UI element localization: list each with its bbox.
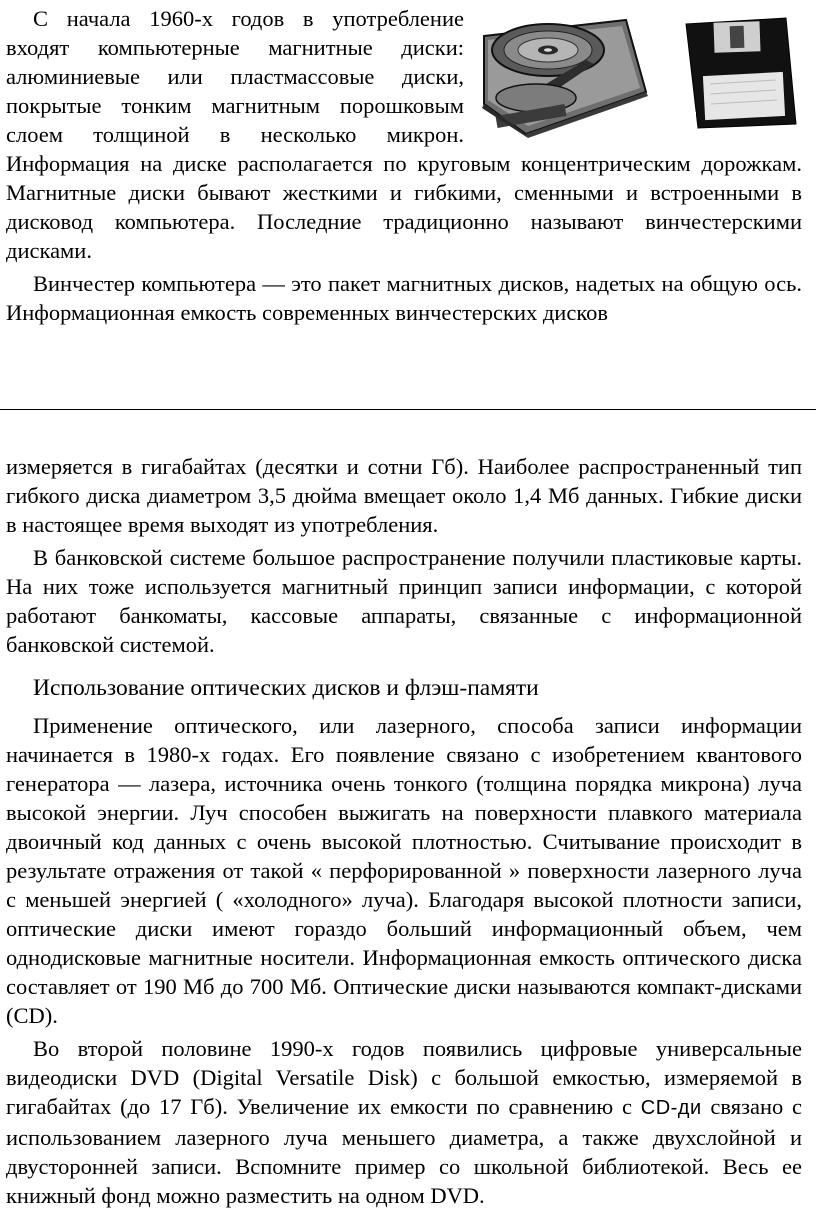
- page2-section: [6, 452, 802, 1210]
- page2-paragraph-4: [6, 1034, 802, 1210]
- page1-paragraph-1: С начала 1960-х годов в употребление входят компьютерные магнитные диски: алюминиевые или пластмассовые диски, покрытые тонким магнитным порошковым слоем толщиной в несколько микрон. Информация на диске располагается по круговым концентрическим дорожкам. Магнитные диски бывают жесткими и гибкими, сменными и встроенными в дисковод компьютера. Последние традиционно называют винчестерскими дисками.: [6, 6, 802, 263]
- page1-paragraph-2: Винчестер компьютера — это пакет магнитных дисков, надетых на общую ось. Информационная емкость современных винчестерских дисков: [6, 271, 802, 325]
- page2-paragraph-1: измеряется в гигабайтах (десятки и сотни Гб). Наиболее распространенный тип гибкого диска диаметром 3,5 дюйма вмещает около 1,4 Мб данных. Гибкие диски в настоящее время выходят из употребления.: [6, 454, 802, 537]
- disk-illustration: [476, 14, 802, 138]
- floppy-disk-icon: [686, 18, 796, 128]
- para4-text-a: Во второй половине 1990-х годов появились цифровые универсальные видеодиски DVD (Digital Versatile Disk) с большой емкостью, измеряемой в гигабайтах (до 17 Гб). Увеличение их емкости по сравнению с: [6, 1036, 802, 1119]
- page1-section: [6, 4, 802, 327]
- cd-word: CD-ди: [640, 1097, 702, 1119]
- section-heading: Использование оптических дисков и флэш-памяти: [33, 675, 539, 701]
- para4-text-b: связано с использованием лазерного луча меньшего диаметра, а также двухслойной и двусторонней записи. Вспомните пример со школьной библиотекой. Весь ее книжный фонд можно разместить на одном DVD.: [6, 1094, 802, 1208]
- page-break-divider: [0, 409, 816, 410]
- hard-disk-and-floppy-image: [476, 14, 802, 138]
- page2-paragraph-3: Применение оптического, или лазерного, способа записи информации начинается в 1980-х годах. Его появление связано с изобретением квантового генератора — лазера, источника очень тонкого (толщина порядка микрона) луча высокой энергии. Луч способен выжигать на поверхности плавкого материала двоичный код данных с очень высокой плотностью. Считывание происходит в результате отражения от такой « перфорированной » поверхности лазерного луча с меньшей энергией ( «холодного» луча). Благодаря высокой плотности записи, оптические диски имеют гораздо больший информационный объем, чем однодисковые магнитные носители. Информационная емкость оптического диска составляет от 190 Мб до 700 Мб. Оптические диски называются компакт-дисками (CD).: [6, 713, 802, 1028]
- hard-disk-drive-icon: [482, 20, 648, 138]
- page2-paragraph-2: В банковской системе большое распространение получили пластиковые карты. На них тоже используется магнитный принцип записи информации, с которой работают банкоматы, кассовые аппараты, связанные с информационной банковской системой.: [6, 545, 802, 657]
